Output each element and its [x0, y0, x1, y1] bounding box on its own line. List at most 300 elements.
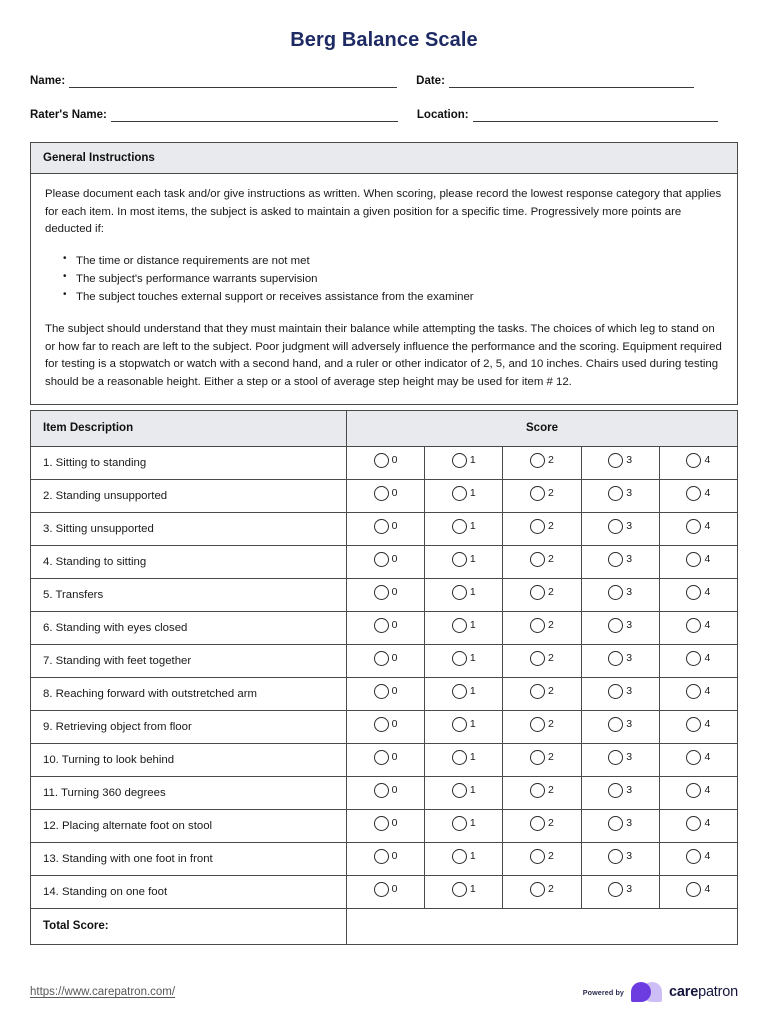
- score-option-label: 3: [626, 586, 633, 598]
- score-option-label: 2: [548, 520, 554, 532]
- score-option-cell[interactable]: [581, 743, 659, 776]
- score-option[interactable]: [452, 618, 476, 633]
- radio-circle-icon[interactable]: [374, 585, 389, 600]
- score-option[interactable]: [374, 816, 398, 831]
- score-option-label: 2: [548, 784, 554, 796]
- radio-circle-icon[interactable]: [608, 453, 623, 468]
- score-option-cell[interactable]: [659, 611, 737, 644]
- score-option-cell[interactable]: [347, 743, 425, 776]
- score-option-cell[interactable]: [659, 512, 737, 545]
- score-option-cell[interactable]: [659, 743, 737, 776]
- list-item: • The subject's performance warrants supervision: [63, 270, 723, 288]
- score-option-label: 1: [469, 454, 476, 466]
- radio-circle-icon[interactable]: [608, 882, 623, 897]
- score-option[interactable]: [374, 717, 398, 732]
- item-description-cell: 2. Standing unsupported: [31, 479, 347, 512]
- rater-name-input[interactable]: [111, 108, 398, 122]
- score-option[interactable]: [530, 486, 554, 501]
- score-option-cell[interactable]: [503, 611, 581, 644]
- item-description-cell: 8. Reaching forward with outstretched arm: [31, 677, 347, 710]
- item-description-cell: 14. Standing on one foot: [31, 875, 347, 908]
- score-option-cell[interactable]: [347, 545, 425, 578]
- radio-circle-icon[interactable]: [374, 618, 389, 633]
- score-option-label: 1: [469, 685, 476, 697]
- radio-circle-icon[interactable]: [530, 519, 545, 534]
- score-option-cell[interactable]: [503, 710, 581, 743]
- score-option[interactable]: [374, 585, 398, 600]
- radio-circle-icon[interactable]: [608, 717, 623, 732]
- score-option[interactable]: [530, 684, 554, 699]
- score-option-label: 4: [704, 619, 711, 631]
- score-option-cell[interactable]: [581, 512, 659, 545]
- item-description-cell: 5. Transfers: [31, 578, 347, 611]
- score-option-cell[interactable]: [581, 875, 659, 908]
- score-option[interactable]: [686, 783, 710, 798]
- item-description-cell: 1. Sitting to standing: [31, 446, 347, 479]
- item-description-cell: 7. Standing with feet together: [31, 644, 347, 677]
- radio-circle-icon[interactable]: [686, 453, 701, 468]
- score-option-cell[interactable]: [425, 710, 503, 743]
- score-option[interactable]: [452, 717, 476, 732]
- radio-circle-icon[interactable]: [374, 486, 389, 501]
- table-row: [31, 479, 738, 512]
- radio-circle-icon[interactable]: [530, 585, 545, 600]
- score-option-cell[interactable]: [659, 677, 737, 710]
- date-label: Date:: [416, 75, 445, 87]
- radio-circle-icon[interactable]: [530, 684, 545, 699]
- score-option-cell[interactable]: [659, 776, 737, 809]
- score-option-label: 0: [391, 454, 398, 466]
- radio-circle-icon[interactable]: [686, 585, 701, 600]
- score-option-label: 1: [469, 883, 476, 895]
- score-option-cell[interactable]: [347, 875, 425, 908]
- item-description-cell: 6. Standing with eyes closed: [31, 611, 347, 644]
- score-option-label: 3: [626, 454, 633, 466]
- score-option[interactable]: [374, 453, 398, 468]
- score-option[interactable]: [530, 750, 554, 765]
- total-score-label: Total Score:: [31, 908, 347, 944]
- score-option[interactable]: [530, 849, 554, 864]
- score-option-label: 1: [469, 487, 476, 499]
- radio-circle-icon[interactable]: [374, 882, 389, 897]
- radio-circle-icon[interactable]: [608, 816, 623, 831]
- score-option-label: 3: [626, 487, 633, 499]
- score-option-cell[interactable]: [581, 710, 659, 743]
- radio-circle-icon[interactable]: [452, 585, 467, 600]
- total-score-input[interactable]: [347, 908, 738, 944]
- score-option-cell[interactable]: [347, 578, 425, 611]
- score-option[interactable]: [452, 882, 476, 897]
- score-option-cell[interactable]: [347, 809, 425, 842]
- score-option[interactable]: [608, 684, 632, 699]
- radio-circle-icon[interactable]: [608, 684, 623, 699]
- score-option-label: 0: [391, 487, 398, 499]
- score-option-label: 3: [626, 652, 633, 664]
- score-option[interactable]: [452, 783, 476, 798]
- carepatron-url-link[interactable]: https://www.carepatron.com/: [30, 986, 176, 998]
- score-option[interactable]: [686, 684, 710, 699]
- radio-circle-icon[interactable]: [608, 486, 623, 501]
- radio-circle-icon[interactable]: [452, 882, 467, 897]
- score-option-label: 2: [548, 883, 554, 895]
- score-table-body: [31, 446, 738, 908]
- radio-circle-icon[interactable]: [374, 651, 389, 666]
- radio-circle-icon[interactable]: [530, 618, 545, 633]
- radio-circle-icon[interactable]: [452, 486, 467, 501]
- score-option-cell[interactable]: [347, 677, 425, 710]
- score-option[interactable]: [608, 651, 632, 666]
- score-option[interactable]: [374, 519, 398, 534]
- score-option[interactable]: [608, 717, 632, 732]
- location-field[interactable]: [417, 108, 718, 122]
- score-option[interactable]: [686, 618, 710, 633]
- column-header-item-description: Item Description: [31, 410, 347, 446]
- score-option-cell[interactable]: [425, 743, 503, 776]
- score-option-cell[interactable]: [347, 842, 425, 875]
- score-option-cell[interactable]: [581, 545, 659, 578]
- item-description-cell: 11. Turning 360 degrees: [31, 776, 347, 809]
- score-option-cell[interactable]: [503, 743, 581, 776]
- score-option-label: 4: [704, 817, 711, 829]
- radio-circle-icon[interactable]: [374, 453, 389, 468]
- radio-circle-icon[interactable]: [608, 552, 623, 567]
- score-option-label: 2: [548, 685, 554, 697]
- score-option[interactable]: [608, 849, 632, 864]
- radio-circle-icon[interactable]: [452, 519, 467, 534]
- radio-circle-icon[interactable]: [452, 816, 467, 831]
- score-option[interactable]: [608, 519, 632, 534]
- date-input[interactable]: [449, 74, 694, 88]
- instructions-body: [31, 174, 737, 404]
- score-option[interactable]: [452, 684, 476, 699]
- score-option-cell[interactable]: [503, 809, 581, 842]
- radio-circle-icon[interactable]: [686, 717, 701, 732]
- general-instructions-panel: [30, 142, 738, 405]
- score-option-label: 0: [391, 586, 398, 598]
- radio-circle-icon[interactable]: [686, 618, 701, 633]
- score-option-cell[interactable]: [347, 611, 425, 644]
- rater-name-field[interactable]: [30, 108, 398, 122]
- carepatron-branding: [583, 982, 738, 1002]
- item-description-cell: 9. Retrieving object from floor: [31, 710, 347, 743]
- radio-circle-icon[interactable]: [530, 717, 545, 732]
- score-option-label: 1: [469, 619, 476, 631]
- table-row: [31, 809, 738, 842]
- score-option[interactable]: [530, 882, 554, 897]
- radio-circle-icon[interactable]: [608, 519, 623, 534]
- score-option[interactable]: [608, 882, 632, 897]
- radio-circle-icon[interactable]: [686, 882, 701, 897]
- score-option-cell[interactable]: [425, 578, 503, 611]
- score-option[interactable]: [530, 783, 554, 798]
- score-option-cell[interactable]: [581, 578, 659, 611]
- score-option-cell[interactable]: [503, 677, 581, 710]
- radio-circle-icon[interactable]: [530, 816, 545, 831]
- score-option-cell[interactable]: [425, 611, 503, 644]
- score-option-cell[interactable]: [347, 479, 425, 512]
- radio-circle-icon[interactable]: [374, 519, 389, 534]
- score-option-cell[interactable]: [503, 512, 581, 545]
- score-option[interactable]: [686, 717, 710, 732]
- score-option[interactable]: [686, 585, 710, 600]
- score-option-cell[interactable]: [581, 479, 659, 512]
- radio-circle-icon[interactable]: [452, 750, 467, 765]
- score-option[interactable]: [374, 849, 398, 864]
- score-option-label: 4: [704, 487, 711, 499]
- score-option-cell[interactable]: [581, 677, 659, 710]
- score-option-label: 3: [626, 850, 633, 862]
- score-option[interactable]: [452, 849, 476, 864]
- score-option-cell[interactable]: [347, 644, 425, 677]
- score-option[interactable]: [374, 486, 398, 501]
- radio-circle-icon[interactable]: [452, 552, 467, 567]
- score-option[interactable]: [452, 486, 476, 501]
- item-description-cell: 12. Placing alternate foot on stool: [31, 809, 347, 842]
- score-option-cell[interactable]: [425, 677, 503, 710]
- score-option[interactable]: [374, 783, 398, 798]
- table-row: [31, 842, 738, 875]
- score-option-cell[interactable]: [659, 842, 737, 875]
- table-row: [31, 512, 738, 545]
- score-option-cell[interactable]: [659, 578, 737, 611]
- table-row: [31, 743, 738, 776]
- name-input[interactable]: [69, 74, 397, 88]
- table-row: [31, 677, 738, 710]
- score-option-cell[interactable]: [659, 644, 737, 677]
- radio-circle-icon[interactable]: [686, 651, 701, 666]
- score-option[interactable]: [374, 684, 398, 699]
- radio-circle-icon[interactable]: [608, 849, 623, 864]
- list-item: • The subject touches external support or receives assistance from the examiner: [63, 288, 723, 306]
- score-option-cell[interactable]: [347, 710, 425, 743]
- radio-circle-icon[interactable]: [452, 453, 467, 468]
- location-input[interactable]: [473, 108, 718, 122]
- score-option[interactable]: [608, 618, 632, 633]
- score-option-cell[interactable]: [503, 644, 581, 677]
- score-option[interactable]: [530, 651, 554, 666]
- score-option-label: 2: [548, 619, 554, 631]
- score-option-cell[interactable]: [425, 479, 503, 512]
- score-option[interactable]: [374, 651, 398, 666]
- score-option[interactable]: [452, 816, 476, 831]
- radio-circle-icon[interactable]: [452, 651, 467, 666]
- score-option-cell[interactable]: [503, 776, 581, 809]
- score-option-label: 4: [704, 586, 711, 598]
- score-option-cell[interactable]: [659, 479, 737, 512]
- name-field[interactable]: [30, 74, 397, 88]
- page-footer: [30, 982, 738, 1002]
- score-option-cell[interactable]: [581, 644, 659, 677]
- score-option-cell[interactable]: [425, 545, 503, 578]
- score-option[interactable]: [374, 618, 398, 633]
- score-option-label: 1: [469, 817, 476, 829]
- radio-circle-icon[interactable]: [374, 849, 389, 864]
- score-option[interactable]: [686, 849, 710, 864]
- radio-circle-icon[interactable]: [530, 651, 545, 666]
- score-option-cell[interactable]: [503, 479, 581, 512]
- score-option[interactable]: [530, 717, 554, 732]
- score-option[interactable]: [452, 585, 476, 600]
- table-row: [31, 644, 738, 677]
- score-option-cell[interactable]: [503, 875, 581, 908]
- radio-circle-icon[interactable]: [608, 618, 623, 633]
- score-option-cell[interactable]: [581, 809, 659, 842]
- score-option-label: 1: [469, 718, 476, 730]
- score-option[interactable]: [686, 486, 710, 501]
- date-field[interactable]: [416, 74, 694, 88]
- radio-circle-icon[interactable]: [374, 816, 389, 831]
- radio-circle-icon[interactable]: [686, 783, 701, 798]
- score-option[interactable]: [530, 618, 554, 633]
- score-option-cell[interactable]: [659, 875, 737, 908]
- score-option-label: 3: [626, 619, 633, 631]
- score-option-cell[interactable]: [581, 446, 659, 479]
- table-row: [31, 446, 738, 479]
- radio-circle-icon[interactable]: [530, 849, 545, 864]
- score-option[interactable]: [686, 651, 710, 666]
- radio-circle-icon[interactable]: [686, 552, 701, 567]
- score-option[interactable]: [452, 453, 476, 468]
- radio-circle-icon[interactable]: [530, 552, 545, 567]
- radio-circle-icon[interactable]: [530, 750, 545, 765]
- score-option-label: 0: [391, 520, 398, 532]
- score-option-label: 2: [548, 817, 554, 829]
- location-label: Location:: [416, 109, 469, 121]
- radio-circle-icon[interactable]: [608, 750, 623, 765]
- score-option[interactable]: [530, 552, 554, 567]
- score-option-label: 0: [391, 751, 398, 763]
- radio-circle-icon[interactable]: [452, 618, 467, 633]
- score-option-cell[interactable]: [425, 644, 503, 677]
- score-option-cell[interactable]: [503, 842, 581, 875]
- score-option[interactable]: [608, 552, 632, 567]
- score-option[interactable]: [608, 783, 632, 798]
- score-option[interactable]: [686, 882, 710, 897]
- score-option[interactable]: [608, 486, 632, 501]
- score-option-label: 0: [391, 652, 398, 664]
- score-option-cell[interactable]: [659, 710, 737, 743]
- score-option[interactable]: [452, 552, 476, 567]
- radio-circle-icon[interactable]: [530, 486, 545, 501]
- score-option-cell[interactable]: [659, 545, 737, 578]
- score-option[interactable]: [530, 816, 554, 831]
- score-option-label: 4: [704, 850, 711, 862]
- score-option-cell[interactable]: [425, 512, 503, 545]
- radio-circle-icon[interactable]: [686, 684, 701, 699]
- score-option-label: 2: [548, 586, 554, 598]
- score-option[interactable]: [686, 519, 710, 534]
- radio-circle-icon[interactable]: [686, 486, 701, 501]
- score-option[interactable]: [686, 453, 710, 468]
- score-option-label: 4: [704, 454, 711, 466]
- score-option-cell[interactable]: [425, 842, 503, 875]
- score-option-cell[interactable]: [425, 875, 503, 908]
- score-option-label: 0: [391, 883, 398, 895]
- table-row: [31, 611, 738, 644]
- instructions-paragraph-1: Please document each task and/or give instructions as written. When scoring, please record the lowest response category that applies for each item. In most items, the subject is asked to maintain a given position for a specific time. Progressively more points are deducted if:: [45, 188, 722, 236]
- score-option[interactable]: [686, 552, 710, 567]
- score-option-cell[interactable]: [425, 446, 503, 479]
- score-option-cell[interactable]: [347, 446, 425, 479]
- radio-circle-icon[interactable]: [374, 552, 389, 567]
- instructions-paragraph-2: The subject should understand that they must maintain their balance while attempting the tasks. The choices of which leg to stand on or how far to reach are left to the subject. Poor judgment will adversely influence the performance and the scoring. Equipment required for testing is a stopwatch or watch with a second hand, and a ruler or other indicator of 2, 5, and 10 inches. Chairs used during testing should be a reasonable height. Either a step or a stool of average step height may be used for item # 12.: [45, 323, 722, 389]
- score-option-cell[interactable]: [659, 446, 737, 479]
- score-option-cell[interactable]: [659, 809, 737, 842]
- score-option[interactable]: [374, 552, 398, 567]
- radio-circle-icon[interactable]: [452, 849, 467, 864]
- score-option-cell[interactable]: [581, 611, 659, 644]
- score-option[interactable]: [452, 750, 476, 765]
- score-option[interactable]: [608, 585, 632, 600]
- score-option[interactable]: [686, 750, 710, 765]
- score-option-cell[interactable]: [503, 578, 581, 611]
- score-option[interactable]: [686, 816, 710, 831]
- radio-circle-icon[interactable]: [686, 849, 701, 864]
- radio-circle-icon[interactable]: [530, 882, 545, 897]
- score-table-foot: [31, 908, 738, 944]
- score-option-cell[interactable]: [581, 776, 659, 809]
- radio-circle-icon[interactable]: [452, 684, 467, 699]
- radio-circle-icon[interactable]: [530, 453, 545, 468]
- score-option-cell[interactable]: [503, 446, 581, 479]
- score-option-cell[interactable]: [425, 776, 503, 809]
- score-option[interactable]: [530, 453, 554, 468]
- score-option-cell[interactable]: [425, 809, 503, 842]
- score-option[interactable]: [374, 750, 398, 765]
- total-score-row: [31, 908, 738, 944]
- score-option-label: 4: [704, 685, 711, 697]
- score-option-cell[interactable]: [581, 842, 659, 875]
- radio-circle-icon[interactable]: [452, 783, 467, 798]
- page-title: Berg Balance Scale: [290, 29, 478, 51]
- score-option-cell[interactable]: [347, 512, 425, 545]
- score-option-label: 0: [391, 850, 398, 862]
- score-option-label: 4: [704, 751, 711, 763]
- radio-circle-icon[interactable]: [530, 783, 545, 798]
- radio-circle-icon[interactable]: [374, 717, 389, 732]
- score-option-label: 4: [704, 652, 711, 664]
- radio-circle-icon[interactable]: [374, 750, 389, 765]
- identity-row-2: [30, 108, 738, 122]
- score-option-label: 2: [548, 751, 554, 763]
- score-option[interactable]: [452, 651, 476, 666]
- score-option[interactable]: [452, 519, 476, 534]
- score-option-label: 1: [469, 784, 476, 796]
- radio-circle-icon[interactable]: [686, 750, 701, 765]
- table-row: [31, 875, 738, 908]
- radio-circle-icon[interactable]: [608, 651, 623, 666]
- brand-name-light: patron: [698, 983, 738, 1000]
- score-option[interactable]: [608, 816, 632, 831]
- score-option[interactable]: [608, 750, 632, 765]
- score-option-cell[interactable]: [503, 545, 581, 578]
- score-option[interactable]: [530, 585, 554, 600]
- score-option[interactable]: [608, 453, 632, 468]
- score-option[interactable]: [374, 882, 398, 897]
- score-option-cell[interactable]: [347, 776, 425, 809]
- radio-circle-icon[interactable]: [608, 783, 623, 798]
- score-option-label: 3: [626, 784, 633, 796]
- radio-circle-icon[interactable]: [686, 816, 701, 831]
- powered-by-label: Powered by: [582, 987, 625, 997]
- score-option[interactable]: [530, 519, 554, 534]
- radio-circle-icon[interactable]: [452, 717, 467, 732]
- radio-circle-icon[interactable]: [608, 585, 623, 600]
- score-option-label: 4: [704, 553, 711, 565]
- radio-circle-icon[interactable]: [374, 684, 389, 699]
- radio-circle-icon[interactable]: [686, 519, 701, 534]
- radio-circle-icon[interactable]: [374, 783, 389, 798]
